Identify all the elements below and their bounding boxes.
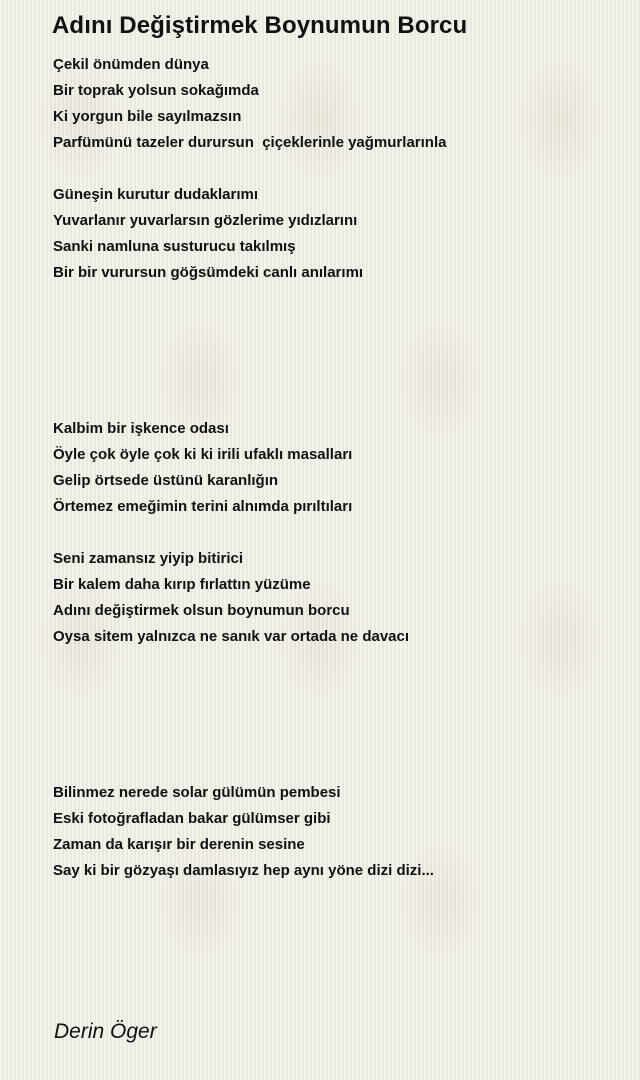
stanza-gap xyxy=(53,520,613,546)
poem-line: Bir kalem daha kırıp fırlattın yüzüme xyxy=(53,576,311,593)
poem-body xyxy=(53,52,613,884)
poem-line: Gelip örtsede üstünü karanlığın xyxy=(53,472,279,489)
poem-line: Zaman da karışır bir derenin sesine xyxy=(53,836,305,853)
poem-line: Kalbim bir işkence odası xyxy=(53,420,229,437)
poem-line: Örtemez emeğimin terini alnımda pırıltıları xyxy=(53,498,353,515)
stanza-gap xyxy=(53,286,613,416)
poem-line: Seni zamansız yiyip bitirici xyxy=(53,550,244,567)
poem-line: Bilinmez nerede solar gülümün pembesi xyxy=(53,784,341,801)
poem-line: Güneşin kurutur dudaklarımı xyxy=(53,186,259,203)
stanza-1 xyxy=(53,52,613,156)
stanza-3 xyxy=(53,416,613,520)
stanza-4 xyxy=(53,546,613,650)
poem-line: Parfümünü tazeler durursun çiçeklerinle yağmurlarınla xyxy=(53,134,447,151)
poem-line: Ki yorgun bile sayılmazsın xyxy=(53,108,242,125)
stanza-2 xyxy=(53,182,613,286)
poem-line: Öyle çok öyle çok ki ki irili ufaklı masalları xyxy=(53,446,353,463)
stanza-5 xyxy=(53,780,613,884)
poem-title: Adını Değiştirmek Boynumun Borcu xyxy=(52,12,468,39)
poem-line: Eski fotoğrafladan bakar gülümser gibi xyxy=(53,810,331,827)
poem-line: Çekil önümden dünya xyxy=(53,56,209,73)
poem-line: Sanki namluna susturucu takılmış xyxy=(53,238,296,255)
poem-line: Yuvarlanır yuvarlarsın gözlerime yıdızlarını xyxy=(53,212,358,229)
poem-line: Bir bir vurursun göğsümdeki canlı anılarımı xyxy=(53,264,364,281)
stanza-gap xyxy=(53,650,613,780)
poem-line: Say ki bir gözyaşı damlasıyız hep aynı yöne dizi dizi... xyxy=(53,862,434,879)
poem-line: Adını değiştirmek olsun boynumun borcu xyxy=(53,602,350,619)
stanza-gap xyxy=(53,156,613,182)
poem-line: Bir toprak yolsun sokağımda xyxy=(53,82,259,99)
poem-author: Derin Öger xyxy=(54,1020,157,1043)
poem-line: Oysa sitem yalnızca ne sanık var ortada ne davacı xyxy=(53,628,410,645)
